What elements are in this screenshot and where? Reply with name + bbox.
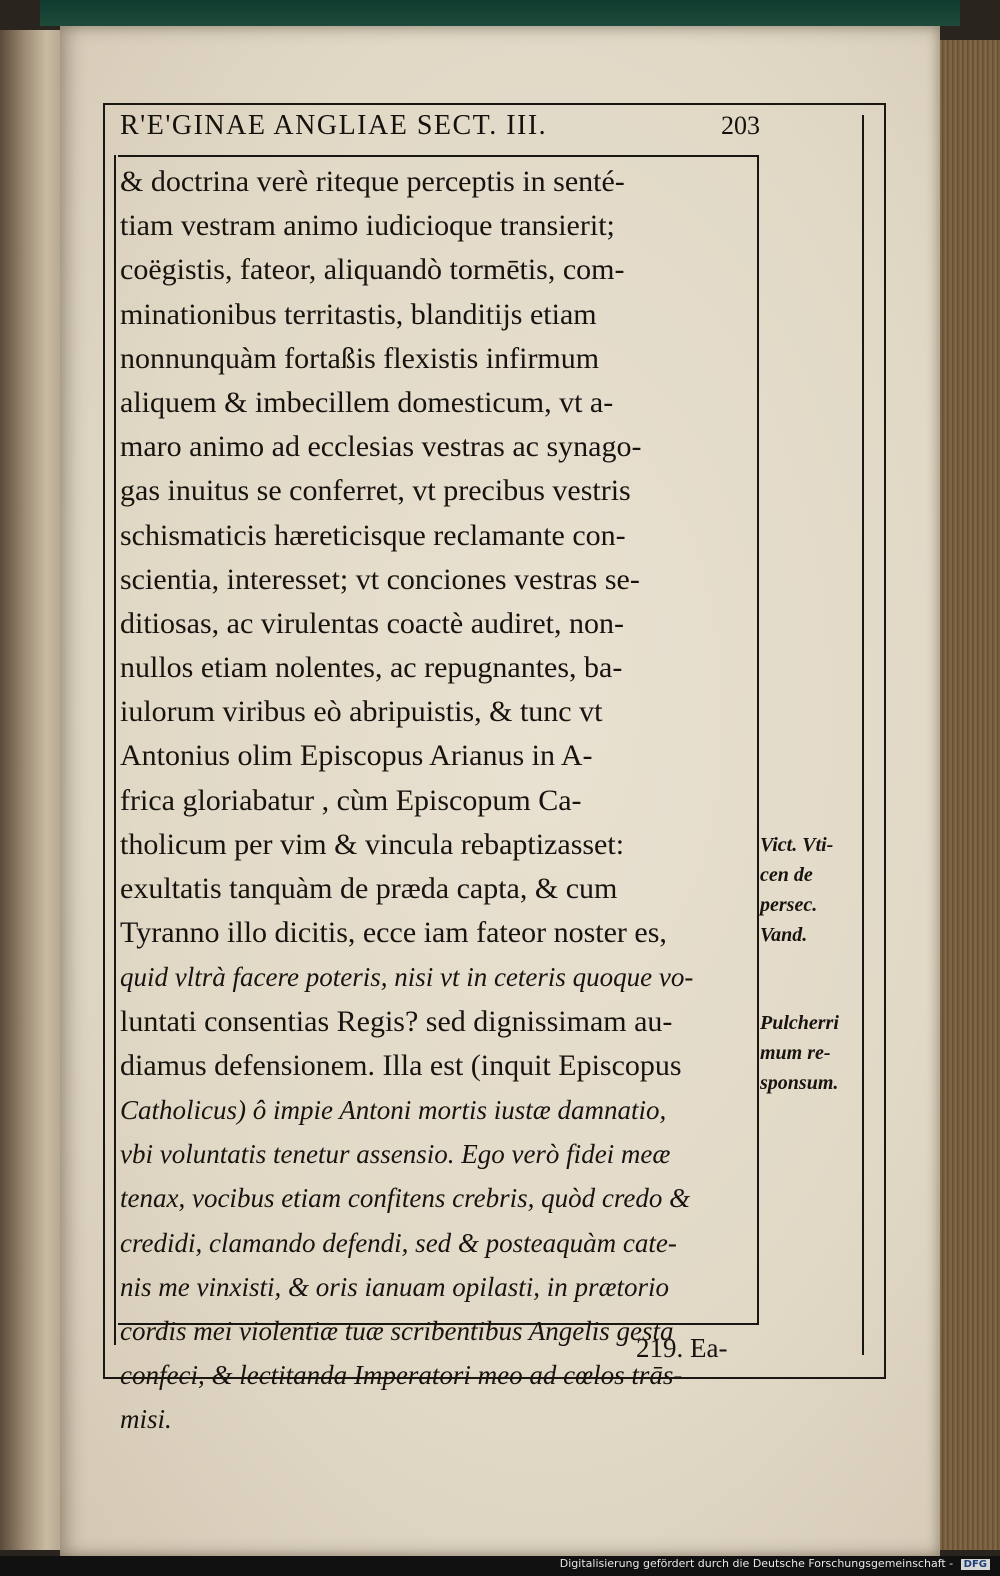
text-line: luntati consentias Regis? sed dignissimam au- [120,1004,673,1038]
text-line: frica gloriabatur , cùm Episcopum Ca- [120,783,582,817]
text-column-rule [757,155,759,1325]
margin-notes [760,830,864,1156]
text-line: Antonius olim Episcopus Arianus in A- [120,739,593,773]
margin-note-line: Pulcherri [760,1012,839,1034]
body-text [120,160,756,1441]
text-line: coëgistis, fateor, aliquandò tormētis, com- [120,253,625,287]
frame-left-rule [114,155,116,1345]
header-rule [118,155,758,157]
margin-note-line: mum re- [760,1042,831,1064]
text-line: schismaticis hæreticisque reclamante con- [120,518,626,552]
italic-text-line: credidi, clamando defendi, sed & posteaquàm cate- [120,1227,677,1258]
italic-text-line: cordis mei violentiæ tuæ scribentibus Angelis gesta [120,1315,674,1346]
text-line: ditiosas, ac virulentas coactè audiret, non- [120,606,624,640]
running-header [120,110,760,152]
margin-note-comment [760,1008,864,1098]
margin-note-citation [760,830,864,950]
margin-note-line: persec. [760,894,818,916]
text-line: scientia, interesset; vt conciones vestras se- [120,562,640,596]
left-page-stack [0,30,62,1550]
text-line: minationibus territastis, blanditijs etiam [120,297,597,331]
text-line: iulorum viribus eò abripuistis, & tunc vt [120,695,603,729]
italic-text-line: vbi voluntatis tenetur assensio. Ego verò fidei meæ [120,1139,671,1170]
text-line: maro animo ad ecclesias vestras ac synago- [120,430,642,464]
margin-note-line: cen de [760,864,813,886]
dfg-logo: DFG [961,1559,990,1570]
margin-note-line: sponsum. [760,1072,839,1094]
running-title: R'E'GINAE ANGLIAE SECT. III. [120,110,548,141]
text-line: Tyranno illo dicitis, ecce iam fateor noster es, [120,916,667,950]
funding-credit [560,1557,990,1570]
text-line: nonnunquàm fortaßis flexistis infirmum [120,341,600,375]
text-line: & doctrina verè riteque perceptis in senté- [120,165,625,198]
book-top-edge [40,0,960,26]
text-line: tholicum per vim & vincula rebaptizasset: [120,827,625,861]
text-line: aliquem & imbecillem domesticum, vt a- [120,385,614,419]
italic-text-line: misi. [120,1404,172,1435]
text-line: gas inuitus se conferret, vt precibus vestris [120,474,631,508]
text-line: exultatis tanquàm de præda capta, & cum [120,872,618,905]
catchword: 219. Ea- [636,1333,728,1363]
funding-credit-text: Digitalisierung gefördert durch die Deutsche Forschungsgemeinschaft - [559,1557,954,1570]
right-page-edges [938,40,1000,1550]
frame-right-rule [862,115,864,1355]
text-line: nullos etiam nolentes, ac repugnantes, ba- [120,651,623,685]
margin-note-line: Vict. Vti- [760,834,834,856]
text-line: tiam vestram animo iudicioque transierit; [120,209,615,243]
italic-text-line: confeci, & lectitanda Imperatori meo ad cœlos trās- [120,1360,683,1391]
page-number: 203 [721,111,760,140]
italic-text-line: Catholicus) ô impie Antoni mortis iustæ damnatio, [120,1094,667,1125]
italic-text-line: nis me vinxisti, & oris ianuam opilasti, in prætorio [120,1271,670,1302]
italic-text-line: quid vltrà facere poteris, nisi vt in ceteris quoque vo- [120,962,694,993]
text-line: diamus defensionem. Illa est (inquit Episcopus [120,1048,682,1082]
italic-text-line: tenax, vocibus etiam confitens crebris, quòd credo & [120,1183,691,1214]
margin-note-line: Vand. [760,924,808,946]
